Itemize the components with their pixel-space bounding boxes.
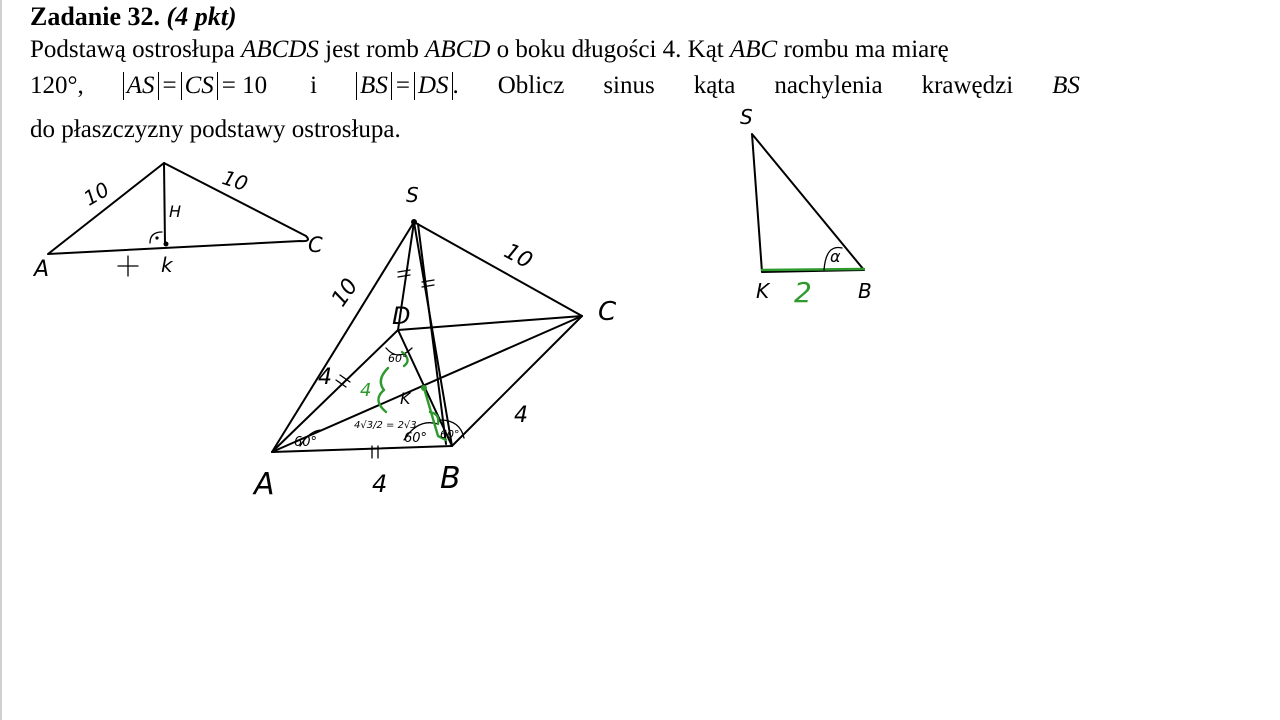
text-fragment: Podstawą ostrosłupa [30, 36, 242, 63]
label-k: K [400, 389, 411, 408]
sketch-right-triangle [740, 105, 872, 309]
label-b: B [440, 461, 461, 496]
sketch-triangle-asc [32, 163, 323, 282]
edge-as [272, 222, 414, 452]
tick-marks-ds [398, 270, 410, 277]
edge-cs-length: 10 [499, 238, 537, 275]
side-ad-length: 4 [318, 365, 332, 390]
length-as: AS [123, 72, 159, 100]
word: krawędzi [921, 72, 1014, 99]
rhombus-name: ABCD [425, 36, 491, 63]
apex-dot [411, 219, 417, 225]
label-s: S [406, 183, 419, 207]
angle-name: ABC [730, 36, 778, 63]
length-ds: DS [414, 72, 453, 100]
edge-bs-second-stroke [418, 224, 446, 444]
angle-a-label: 60° [294, 435, 318, 450]
green-length-label: 4 [360, 380, 372, 401]
angle-alpha: α [830, 247, 841, 266]
equals-sign: = [395, 72, 410, 99]
text-fragment: o boku długości 4. Kąt [490, 36, 730, 63]
green-bracket [378, 368, 388, 412]
edge-cs [414, 222, 582, 316]
word: Oblicz [497, 72, 565, 99]
height-note: 4√3/2 = 2√3 [354, 420, 417, 431]
point-k-dot [164, 242, 169, 247]
conjunction: i [310, 72, 318, 99]
label-a: A [34, 257, 50, 282]
side-bc-length: 4 [514, 403, 528, 428]
label-c: C [308, 233, 323, 257]
word: nachylenia [774, 72, 883, 99]
task-points: (4 pkt) [166, 2, 237, 31]
period: . [452, 72, 459, 99]
sketch-pyramid [252, 183, 617, 502]
label-k: K [756, 279, 770, 303]
length-cs: CS [181, 72, 218, 100]
side-cs-length: 10 [219, 165, 251, 197]
label-c: C [598, 297, 617, 327]
label-b: B [858, 279, 872, 303]
edge-as-length: 10 [326, 274, 364, 312]
height-label: H [169, 202, 182, 221]
word: sinus [603, 72, 655, 99]
angle-d-label: 60° [388, 352, 408, 365]
side-ab-length: 4 [372, 470, 388, 498]
word: kąta [693, 72, 736, 99]
base-length: 2 [794, 276, 812, 309]
angle-value: 120°, [30, 72, 84, 99]
task-text-line-3: do płaszczyzny podstawy ostrosłupa. [30, 116, 401, 143]
green-base-kb [762, 269, 864, 270]
angle-b2-label: 60° [440, 428, 460, 441]
right-triangle-outline [752, 134, 864, 272]
angle-b1-label: 60° [404, 431, 428, 446]
pyramid-name: ABCDS [241, 36, 319, 63]
edge-name: BS [1052, 72, 1080, 99]
label-k: k [161, 253, 173, 277]
right-angle-dot [155, 236, 158, 239]
equals-sign: = [162, 72, 177, 99]
task-title: Zadanie 32. [30, 2, 161, 31]
cursor-icon [118, 256, 138, 276]
label-a: A [254, 467, 275, 502]
point-k-dot [421, 385, 427, 391]
height-line [164, 163, 165, 244]
label-d: D [392, 302, 411, 330]
text-fragment: jest romb [318, 36, 426, 63]
tick-marks-ad [336, 375, 350, 387]
length-bs: BS [356, 72, 392, 100]
text-fragment: rombu ma miarę [777, 36, 949, 63]
side-as-length: 10 [79, 177, 114, 211]
equals-value: = 10 [221, 72, 268, 99]
label-s: S [740, 105, 753, 129]
